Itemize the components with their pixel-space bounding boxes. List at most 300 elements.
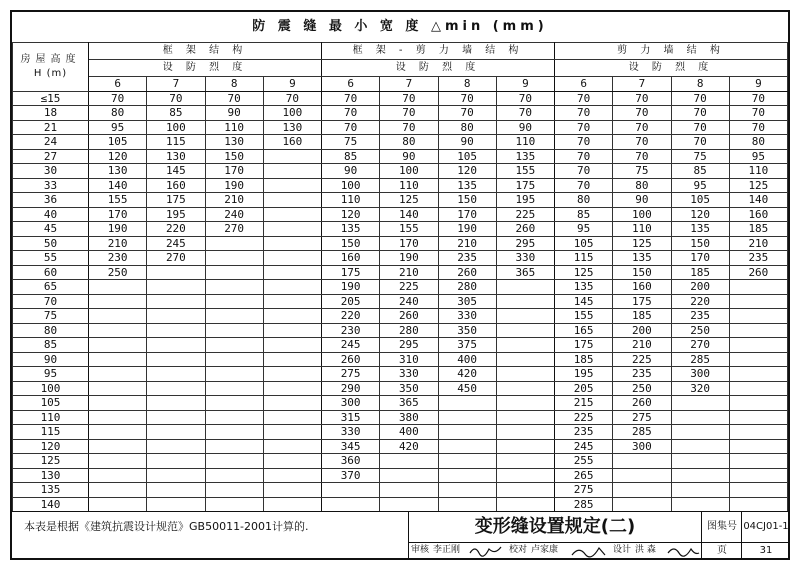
table-row (13, 468, 788, 483)
width-cell: 265 (555, 468, 613, 483)
table-title: 防 震 缝 最 小 宽 度 △min (mm) (12, 12, 788, 43)
width-cell: 70 (613, 91, 671, 106)
width-cell (205, 338, 263, 353)
width-cell (496, 454, 554, 469)
width-cell (205, 454, 263, 469)
table-row (13, 367, 788, 382)
width-cell (729, 352, 787, 367)
width-cell: 370 (322, 468, 380, 483)
width-cell (729, 439, 787, 454)
width-cell: 300 (613, 439, 671, 454)
width-cell: 170 (380, 236, 438, 251)
width-cell: 125 (729, 178, 787, 193)
width-cell: 70 (729, 120, 787, 135)
width-cell (322, 497, 380, 512)
width-cell: 220 (322, 309, 380, 324)
width-cell: 140 (729, 193, 787, 208)
width-cell (263, 454, 321, 469)
width-cell (205, 468, 263, 483)
width-cell (671, 410, 729, 425)
width-cell: 330 (438, 309, 496, 324)
width-cell: 155 (496, 164, 554, 179)
width-cell (263, 309, 321, 324)
width-cell: 295 (380, 338, 438, 353)
width-cell: 135 (438, 178, 496, 193)
table-row (13, 294, 788, 309)
width-cell: 140 (89, 178, 147, 193)
designer-name: 洪 森 (635, 545, 656, 555)
width-cell: 70 (613, 135, 671, 150)
width-cell (671, 497, 729, 512)
width-cell: 275 (555, 483, 613, 498)
width-cell (205, 497, 263, 512)
width-cell (205, 265, 263, 280)
width-cell (147, 265, 205, 280)
width-cell: 70 (380, 91, 438, 106)
width-cell: 80 (613, 178, 671, 193)
width-cell (263, 483, 321, 498)
width-cell (89, 352, 147, 367)
atlas-label: 图集号 (701, 512, 742, 543)
width-cell: 70 (380, 106, 438, 121)
width-cell (263, 222, 321, 237)
height-cell: 70 (13, 294, 89, 309)
width-cell: 70 (322, 120, 380, 135)
intensity-col: 6 (89, 77, 147, 92)
width-cell: 450 (438, 381, 496, 396)
review-label: 审核 (411, 545, 430, 555)
width-cell (729, 425, 787, 440)
width-cell (496, 381, 554, 396)
width-cell: 100 (613, 207, 671, 222)
height-cell: 33 (13, 178, 89, 193)
width-cell (205, 381, 263, 396)
width-cell: 90 (496, 120, 554, 135)
width-cell (671, 468, 729, 483)
width-cell (380, 497, 438, 512)
width-cell: 190 (380, 251, 438, 266)
width-cell (89, 454, 147, 469)
height-cell: 60 (13, 265, 89, 280)
width-cell: 155 (555, 309, 613, 324)
width-cell: 275 (322, 367, 380, 382)
width-cell (147, 367, 205, 382)
width-cell (263, 294, 321, 309)
width-cell (613, 483, 671, 498)
width-cell: 420 (438, 367, 496, 382)
width-cell (729, 309, 787, 324)
width-cell: 130 (147, 149, 205, 164)
drawing-title: 变形缝设置规定(二) (409, 512, 701, 543)
width-cell: 95 (555, 222, 613, 237)
table-row (13, 164, 788, 179)
width-cell: 155 (89, 193, 147, 208)
width-cell: 305 (438, 294, 496, 309)
width-cell (263, 338, 321, 353)
group-header: 框 架 结 构 (89, 43, 322, 60)
table-row (13, 193, 788, 208)
height-cell: 18 (13, 106, 89, 121)
width-cell (89, 280, 147, 295)
width-cell (263, 193, 321, 208)
width-cell: 225 (496, 207, 554, 222)
width-cell (438, 396, 496, 411)
width-cell (263, 323, 321, 338)
width-cell: 130 (263, 120, 321, 135)
width-cell: 70 (322, 106, 380, 121)
width-cell: 270 (205, 222, 263, 237)
width-cell: 260 (613, 396, 671, 411)
table-row (13, 483, 788, 498)
width-cell (263, 439, 321, 454)
height-cell: 95 (13, 367, 89, 382)
width-cell: 105 (89, 135, 147, 150)
width-cell: 70 (729, 106, 787, 121)
width-cell (147, 497, 205, 512)
width-cell: 280 (438, 280, 496, 295)
width-cell (496, 483, 554, 498)
width-cell (89, 483, 147, 498)
width-cell: 175 (496, 178, 554, 193)
reviewer-name: 李正刚 (433, 545, 461, 555)
width-cell (147, 294, 205, 309)
width-cell: 70 (555, 135, 613, 150)
intensity-col: 9 (263, 77, 321, 92)
width-cell: 240 (205, 207, 263, 222)
width-cell: 205 (322, 294, 380, 309)
width-cell: 170 (671, 251, 729, 266)
reviewer-signature (467, 543, 507, 558)
width-cell (729, 338, 787, 353)
width-cell (438, 439, 496, 454)
table-row (13, 222, 788, 237)
width-cell (263, 497, 321, 512)
width-cell: 135 (613, 251, 671, 266)
width-cell: 125 (555, 265, 613, 280)
width-cell (205, 352, 263, 367)
checker-signature (569, 543, 609, 558)
width-cell (438, 483, 496, 498)
height-cell: 30 (13, 164, 89, 179)
width-cell (89, 294, 147, 309)
width-cell: 345 (322, 439, 380, 454)
width-cell: 220 (671, 294, 729, 309)
width-cell: 210 (380, 265, 438, 280)
width-cell: 125 (613, 236, 671, 251)
title-block (12, 511, 788, 559)
width-cell (671, 454, 729, 469)
width-cell (496, 323, 554, 338)
width-cell (147, 410, 205, 425)
width-cell (147, 439, 205, 454)
width-cell: 350 (438, 323, 496, 338)
width-cell: 120 (671, 207, 729, 222)
intensity-col: 6 (555, 77, 613, 92)
width-cell (147, 483, 205, 498)
table-row (13, 352, 788, 367)
width-cell (147, 454, 205, 469)
group-header: 框 架 - 剪 力 墙 结 构 (322, 43, 555, 60)
table-row (13, 410, 788, 425)
width-cell: 270 (671, 338, 729, 353)
width-cell (671, 483, 729, 498)
width-cell: 160 (263, 135, 321, 150)
table-row (13, 236, 788, 251)
width-cell: 130 (89, 164, 147, 179)
width-cell (438, 468, 496, 483)
width-cell: 220 (147, 222, 205, 237)
checker-name: 卢家康 (531, 545, 559, 555)
width-cell (496, 439, 554, 454)
width-cell: 170 (205, 164, 263, 179)
width-cell (205, 410, 263, 425)
width-cell: 100 (263, 106, 321, 121)
width-cell: 100 (380, 164, 438, 179)
intensity-col: 8 (205, 77, 263, 92)
height-cell: 125 (13, 454, 89, 469)
width-cell (729, 280, 787, 295)
width-cell (496, 396, 554, 411)
table-row (13, 497, 788, 512)
width-cell: 75 (322, 135, 380, 150)
width-cell: 90 (380, 149, 438, 164)
width-cell: 185 (729, 222, 787, 237)
width-cell: 240 (380, 294, 438, 309)
width-cell: 90 (613, 193, 671, 208)
width-cell (496, 468, 554, 483)
width-cell (147, 280, 205, 295)
intensity-col: 6 (322, 77, 380, 92)
width-cell (205, 280, 263, 295)
width-cell (671, 439, 729, 454)
width-cell: 105 (555, 236, 613, 251)
width-cell (496, 497, 554, 512)
width-cell: 135 (322, 222, 380, 237)
page-label: 页 (701, 542, 742, 559)
width-cell: 150 (205, 149, 263, 164)
width-cell (263, 207, 321, 222)
width-cell: 135 (671, 222, 729, 237)
width-cell (380, 454, 438, 469)
width-cell: 365 (380, 396, 438, 411)
width-cell (496, 309, 554, 324)
width-cell (496, 367, 554, 382)
width-cell (89, 410, 147, 425)
table-row (13, 280, 788, 295)
width-cell: 70 (729, 91, 787, 106)
intensity-col: 8 (671, 77, 729, 92)
width-cell (263, 410, 321, 425)
width-cell: 85 (671, 164, 729, 179)
width-cell: 350 (380, 381, 438, 396)
width-cell: 330 (380, 367, 438, 382)
width-cell (729, 497, 787, 512)
width-cell: 120 (438, 164, 496, 179)
width-cell (380, 468, 438, 483)
height-cell: 27 (13, 149, 89, 164)
width-cell: 70 (671, 91, 729, 106)
width-cell: 70 (205, 91, 263, 106)
width-cell (322, 483, 380, 498)
width-cell (147, 468, 205, 483)
width-cell (89, 497, 147, 512)
width-cell: 210 (205, 193, 263, 208)
width-cell: 235 (555, 425, 613, 440)
width-cell (496, 410, 554, 425)
width-cell: 310 (380, 352, 438, 367)
width-cell: 285 (555, 497, 613, 512)
width-cell: 100 (322, 178, 380, 193)
width-cell: 285 (671, 352, 729, 367)
width-cell (438, 410, 496, 425)
height-cell: 85 (13, 338, 89, 353)
width-cell: 235 (613, 367, 671, 382)
width-cell: 145 (555, 294, 613, 309)
width-cell: 255 (555, 454, 613, 469)
width-cell: 125 (380, 193, 438, 208)
table-row (13, 454, 788, 469)
intensity-col: 9 (729, 77, 787, 92)
table-row (13, 425, 788, 440)
width-cell: 135 (555, 280, 613, 295)
intensity-header: 设 防 烈 度 (555, 60, 788, 77)
width-cell: 175 (147, 193, 205, 208)
width-cell: 135 (496, 149, 554, 164)
width-cell (729, 294, 787, 309)
intensity-header: 设 防 烈 度 (322, 60, 555, 77)
width-cell: 295 (496, 236, 554, 251)
width-cell (147, 352, 205, 367)
width-cell: 235 (671, 309, 729, 324)
width-cell: 185 (671, 265, 729, 280)
width-cell: 190 (89, 222, 147, 237)
width-cell: 70 (438, 106, 496, 121)
atlas-number: 04CJ01-1 (741, 512, 790, 543)
width-cell: 70 (555, 106, 613, 121)
table-row (13, 338, 788, 353)
width-cell: 300 (671, 367, 729, 382)
height-cell: 115 (13, 425, 89, 440)
height-header (13, 43, 89, 92)
width-cell (147, 396, 205, 411)
height-cell: 40 (13, 207, 89, 222)
height-cell: 36 (13, 193, 89, 208)
width-cell (729, 381, 787, 396)
width-cell: 320 (671, 381, 729, 396)
width-cell: 300 (322, 396, 380, 411)
width-cell: 290 (322, 381, 380, 396)
width-cell: 175 (322, 265, 380, 280)
table-row (13, 381, 788, 396)
width-cell: 225 (613, 352, 671, 367)
width-cell: 80 (555, 193, 613, 208)
width-cell: 360 (322, 454, 380, 469)
width-cell: 70 (322, 91, 380, 106)
width-cell: 400 (380, 425, 438, 440)
width-cell (147, 309, 205, 324)
width-cell: 175 (555, 338, 613, 353)
width-cell: 245 (322, 338, 380, 353)
width-cell: 70 (496, 91, 554, 106)
width-cell: 85 (147, 106, 205, 121)
intensity-header: 设 防 烈 度 (89, 60, 322, 77)
width-cell (205, 309, 263, 324)
width-cell: 190 (205, 178, 263, 193)
width-cell: 70 (671, 106, 729, 121)
width-cell: 225 (380, 280, 438, 295)
width-cell: 160 (729, 207, 787, 222)
width-cell: 85 (555, 207, 613, 222)
width-cell: 210 (613, 338, 671, 353)
width-cell (613, 454, 671, 469)
width-cell (89, 338, 147, 353)
width-cell: 150 (613, 265, 671, 280)
width-cell: 70 (613, 149, 671, 164)
width-cell: 70 (671, 120, 729, 135)
width-cell (263, 149, 321, 164)
intensity-col: 7 (613, 77, 671, 92)
width-cell: 70 (555, 120, 613, 135)
height-unit: H (m) (33, 67, 68, 79)
width-cell: 75 (671, 149, 729, 164)
height-cell: 135 (13, 483, 89, 498)
width-cell (671, 396, 729, 411)
width-cell: 70 (147, 91, 205, 106)
width-cell (205, 396, 263, 411)
table-note: 本表是根据《建筑抗震设计规范》GB50011-2001计算的. (24, 520, 309, 533)
table-row (13, 396, 788, 411)
table-row (13, 439, 788, 454)
width-cell: 195 (496, 193, 554, 208)
table-row (13, 120, 788, 135)
width-cell (263, 396, 321, 411)
width-cell: 95 (89, 120, 147, 135)
width-cell (263, 367, 321, 382)
width-cell: 160 (322, 251, 380, 266)
width-cell (263, 251, 321, 266)
width-cell: 70 (555, 149, 613, 164)
height-cell: 120 (13, 439, 89, 454)
height-cell: 45 (13, 222, 89, 237)
width-cell: 90 (438, 135, 496, 150)
width-cell: 330 (322, 425, 380, 440)
width-cell (205, 251, 263, 266)
width-cell (729, 468, 787, 483)
width-cell (263, 265, 321, 280)
width-cell: 70 (438, 91, 496, 106)
width-cell: 70 (613, 120, 671, 135)
width-cell (496, 280, 554, 295)
width-cell: 170 (438, 207, 496, 222)
width-cell: 70 (89, 91, 147, 106)
height-cell: 110 (13, 410, 89, 425)
seismic-joint-width-table (12, 42, 788, 512)
width-cell: 195 (147, 207, 205, 222)
width-cell: 115 (555, 251, 613, 266)
width-cell: 400 (438, 352, 496, 367)
width-cell: 70 (555, 178, 613, 193)
design-label: 设计 (613, 545, 632, 555)
table-row (13, 265, 788, 280)
width-cell: 205 (555, 381, 613, 396)
width-cell: 120 (322, 207, 380, 222)
width-cell: 110 (380, 178, 438, 193)
width-cell (205, 425, 263, 440)
width-cell: 250 (89, 265, 147, 280)
height-cell: 24 (13, 135, 89, 150)
width-cell (496, 352, 554, 367)
width-cell: 150 (438, 193, 496, 208)
